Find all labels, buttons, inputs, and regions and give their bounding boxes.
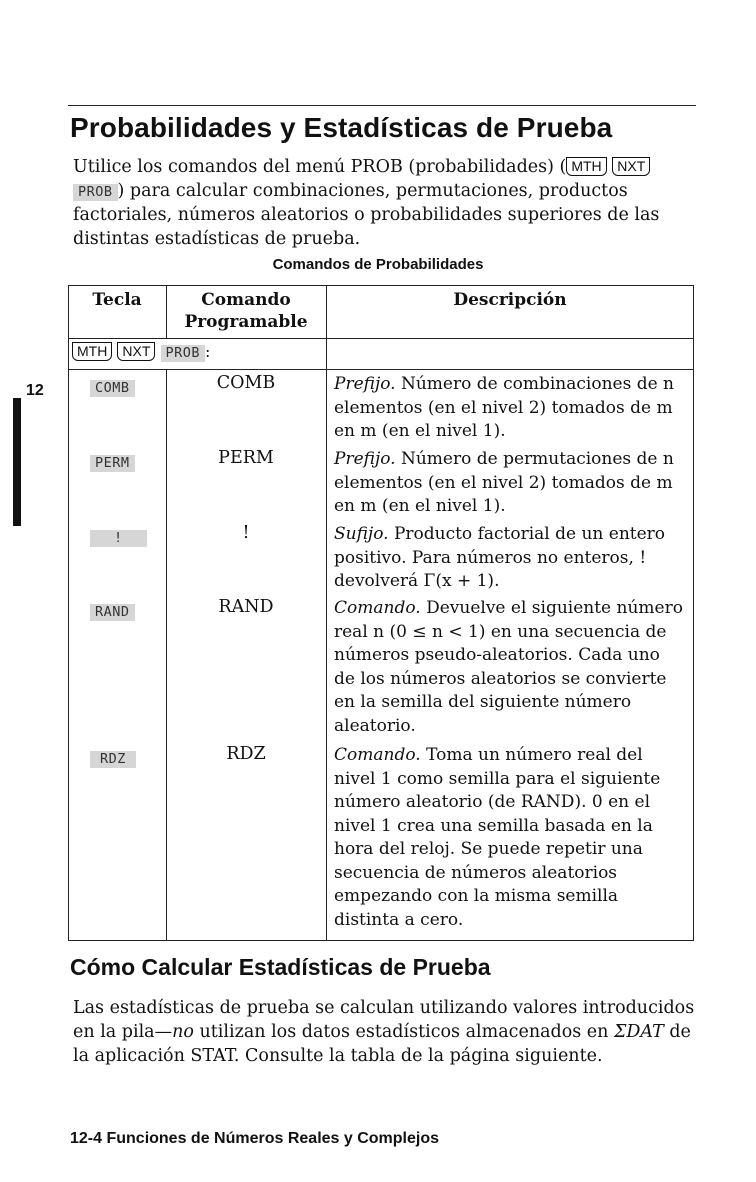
desc-label: Prefijo. — [334, 374, 396, 394]
menu-path-colon: : — [205, 342, 211, 361]
desc-label: Comando. — [334, 745, 421, 765]
desc-line: Toma un número real del — [420, 745, 643, 765]
section2-text: en la pila— — [73, 1022, 173, 1042]
desc-line: de los números aleatorios se convierte — [334, 668, 667, 689]
desc-line: en m (en el nivel 1). — [334, 421, 506, 441]
table-border — [68, 338, 694, 339]
table-row-key — [90, 377, 135, 397]
rand-softkey: RAND — [90, 604, 135, 621]
table-row-description — [334, 744, 694, 932]
table-border — [68, 940, 694, 941]
menu-path — [72, 342, 210, 362]
intro-text: factoriales, números aleatorios o probabilidades superiores de las — [73, 205, 660, 225]
desc-line: Número de permutaciones de n — [395, 449, 674, 469]
nxt-key: NXT — [117, 342, 155, 361]
table-row-command: ! — [242, 523, 250, 543]
table-border — [68, 285, 69, 941]
chapter-tab-bar — [13, 398, 21, 526]
table-border — [68, 285, 694, 286]
col-header-command — [166, 289, 326, 333]
table-row-description — [334, 523, 694, 594]
desc-label: Sufijo. — [334, 524, 389, 544]
rdz-softkey: RDZ — [90, 751, 136, 768]
desc-line: real n (0 ≤ n < 1) en una secuencia de — [334, 621, 667, 642]
desc-line: Devuelve el siguiente número — [420, 598, 683, 618]
table-row-description — [334, 597, 694, 738]
table-row-description — [334, 373, 694, 444]
desc-line: secuencia de números aleatorios — [334, 862, 618, 883]
section2-paragraph — [73, 996, 697, 1068]
desc-line: números pseudo-aleatorios. Cada uno — [334, 645, 660, 665]
desc-line: Producto factorial de un entero — [388, 524, 666, 544]
col-header-description: Descripción — [453, 290, 567, 310]
desc-line: distinta a cero. — [334, 909, 464, 930]
probability-commands-table — [68, 285, 694, 941]
intro-text: Utilice los comandos del menú PROB (probabilidades) ( — [73, 157, 567, 177]
table-row-command: COMB — [216, 373, 276, 393]
table-row-key — [90, 527, 147, 547]
table-row-command: RDZ — [226, 744, 266, 764]
section2-text: utilizan los datos estadísticos almacenados en — [193, 1022, 614, 1042]
top-rule — [68, 105, 696, 106]
prob-softkey: PROB — [73, 184, 118, 201]
col-header-key: Tecla — [92, 290, 142, 310]
desc-line: empezando con la misma semilla — [334, 886, 619, 906]
desc-line: devolverá Γ(x + 1). — [334, 571, 500, 591]
intro-paragraph — [73, 155, 697, 251]
factorial-softkey: ! — [90, 530, 147, 547]
sdat-variable: ΣDAT — [614, 1022, 664, 1042]
table-row-key — [90, 452, 135, 472]
perm-softkey: PERM — [90, 455, 135, 472]
desc-line: número aleatorio (de RAND). 0 en el — [334, 792, 651, 812]
section2-text: de — [663, 1022, 691, 1042]
desc-line: nivel 1 crea una semilla basada en la — [334, 815, 653, 836]
section-title: Probabilidades y Estadísticas de Prueba — [70, 112, 613, 143]
table-row-command: RAND — [218, 597, 274, 617]
intro-text: distintas estadísticas de prueba. — [73, 229, 361, 249]
desc-line: en la semilla del siguiente número — [334, 692, 632, 712]
emphasis-no: no — [172, 1022, 194, 1042]
section2-text: Las estadísticas de prueba se calculan utilizando valores introducidos — [73, 998, 695, 1018]
desc-line: en m (en el nivel 1). — [334, 496, 506, 516]
desc-line: Número de combinaciones de n — [395, 374, 675, 394]
table-row-key — [90, 601, 135, 621]
section2-text: la aplicación STAT. Consulte la tabla de la página siguiente. — [73, 1046, 603, 1066]
intro-text: ) para calcular combinaciones, permutaciones, productos — [117, 181, 628, 201]
desc-line: positivo. Para números no enteros, ! — [334, 547, 647, 568]
desc-label: Prefijo. — [334, 449, 396, 469]
col-header-command-line: Comando — [201, 290, 291, 310]
section2-title: Cómo Calcular Estadísticas de Prueba — [70, 954, 491, 980]
comb-softkey: COMB — [90, 380, 135, 397]
table-border — [68, 369, 694, 370]
col-header-command-line: Programable — [184, 312, 308, 332]
table-row-key — [90, 748, 136, 768]
desc-label: Comando. — [334, 598, 421, 618]
desc-line: elementos (en el nivel 2) tomados de m — [334, 397, 673, 418]
desc-line: elementos (en el nivel 2) tomados de m — [334, 472, 673, 493]
table-border — [326, 285, 327, 941]
desc-line: hora del reloj. Se puede repetir una — [334, 839, 643, 859]
mth-key: MTH — [72, 342, 112, 361]
table-row-command: PERM — [218, 448, 274, 468]
page-footer: 12-4 Funciones de Números Reales y Complejos — [70, 1130, 440, 1147]
chapter-tab-number: 12 — [26, 382, 44, 399]
desc-line: aleatorio. — [334, 715, 416, 736]
nxt-key: NXT — [612, 157, 650, 176]
mth-key: MTH — [566, 157, 606, 176]
table-caption: Comandos de Probabilidades — [272, 256, 484, 273]
prob-softkey: PROB — [161, 345, 206, 362]
desc-line: nivel 1 como semilla para el siguiente — [334, 768, 661, 789]
table-row-description — [334, 448, 694, 519]
